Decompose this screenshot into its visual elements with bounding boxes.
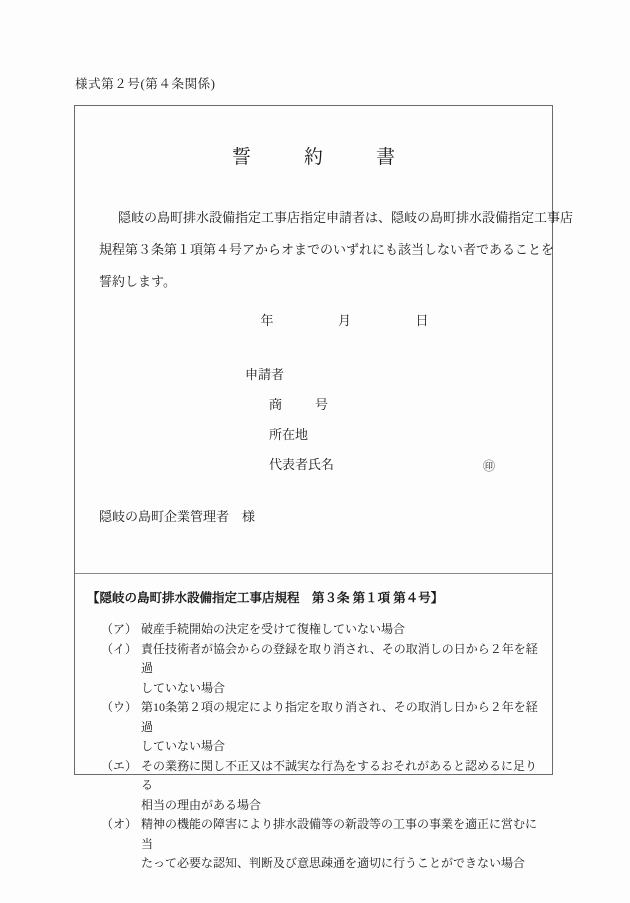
- regulation-item: [101, 757, 540, 816]
- pledge-body-line-1: 隠岐の島町排水設備指定工事店指定申請者は、隠岐の島町排水設備指定工事店: [118, 210, 574, 225]
- regulation-item-marker: （ア）: [101, 622, 138, 636]
- date-line: [75, 310, 552, 329]
- regulation-item-line-1: 精神の機能の障害により排水設備等の新設等の工事の事業を適正に営むに当: [141, 817, 538, 851]
- page-title: 誓 約 書: [231, 147, 412, 168]
- date-month-label: 月: [337, 313, 351, 328]
- applicant-block: [245, 360, 496, 480]
- regulation-item-marker: （ウ）: [101, 700, 138, 714]
- pledge-body: [99, 202, 574, 298]
- regulation-item-line-2: 相当の理由がある場合: [141, 797, 262, 812]
- trade-name-label: 商 号: [269, 397, 339, 412]
- applicant-address-row: [245, 420, 338, 450]
- pledge-body-line-2: 規程第３条第１項第４号アからオまでのいずれにも該当しない者であることを: [99, 242, 555, 257]
- applicant-trade-name-row: [245, 390, 338, 420]
- date-year-label: 年: [260, 313, 274, 328]
- regulation-item-line-2: していない場合: [141, 739, 226, 753]
- regulation-item-text: [141, 698, 540, 757]
- regulation-item: [101, 698, 540, 757]
- addressee-label: 隠岐の島町企業管理者 様: [99, 509, 256, 524]
- regulation-item-line-1: 第10条第２項の規定により指定を取り消され、その取消し日から２年を経過: [141, 700, 538, 734]
- regulation-item-line-2: たって必要な認知、判断及び意思疎通を適切に行うことができない場合: [141, 856, 526, 870]
- regulation-item-marker: （オ）: [101, 817, 138, 831]
- regulation-item-marker: （エ）: [101, 758, 138, 773]
- regulation-item: [101, 815, 540, 874]
- regulation-item-line-1: その業務に関し不正又は不誠実な行為をするおそれがあると認めるに足りる: [141, 758, 538, 792]
- seal-icon: ㊞: [483, 459, 496, 473]
- regulation-item-line-1: 責任技術者が協会からの登録を取り消され、その取消しの日から２年を経過: [141, 641, 538, 675]
- regulation-item: [101, 620, 540, 640]
- representative-label: 代表者氏名: [269, 457, 335, 472]
- regulation-item-text: [141, 757, 540, 816]
- regulation-item-text: [141, 815, 540, 874]
- regulation-item-line-1: 破産手続開始の決定を受けて復権していない場合: [141, 622, 406, 636]
- form-number-label: 様式第２号(第４条関係): [75, 77, 216, 91]
- address-label: 所在地: [269, 427, 309, 442]
- pledge-section: [75, 106, 574, 574]
- regulation-item: [101, 640, 540, 699]
- regulation-item-text: [141, 620, 540, 640]
- regulation-item-list: [101, 620, 540, 874]
- pledge-body-line-3: 誓約します。: [99, 274, 176, 289]
- regulation-heading: 【隠岐の島町排水設備指定工事店規程 第３条 第１項 第４号】: [87, 591, 444, 605]
- applicant-heading: 申請者: [245, 367, 285, 382]
- pledge-frame: [74, 105, 574, 870]
- regulation-section: [75, 574, 552, 870]
- regulation-item-text: [141, 640, 540, 699]
- regulation-item-line-2: していない場合: [141, 680, 226, 695]
- date-day-label: 日: [415, 313, 429, 328]
- regulation-item-marker: （イ）: [101, 641, 138, 656]
- applicant-representative-row: [245, 450, 496, 480]
